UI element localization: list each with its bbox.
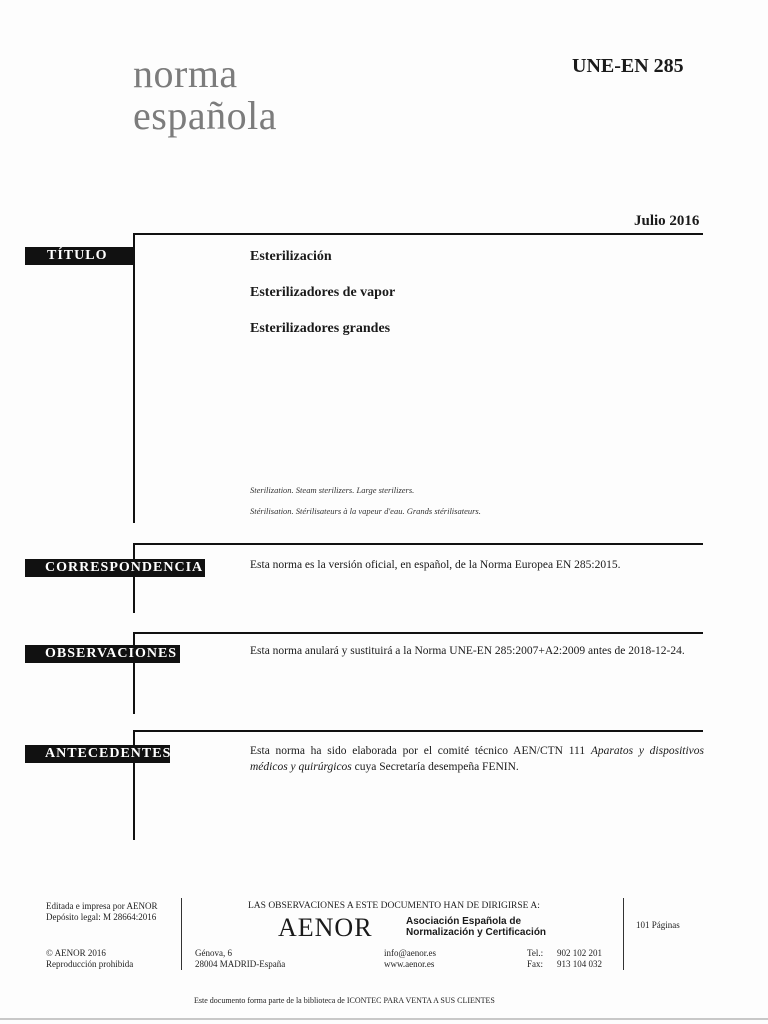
title-line-1: Esterilización (250, 249, 332, 264)
title-line-2: Esterilizadores de vapor (250, 285, 396, 300)
contact-online (384, 948, 436, 970)
title-line-3: Esterilizadores grandes (250, 321, 391, 336)
tel-number: 902 102 201 (557, 948, 602, 958)
observations-heading: LAS OBSERVACIONES A ESTE DOCUMENTO HAN DE DIRIGIRSE A: (248, 901, 540, 911)
footer-separator-right (623, 898, 624, 970)
correspondencia-text: Esta norma es la versión oficial, en español, de la Norma Europea EN 285:2015. (250, 559, 621, 571)
address-city: 28004 MADRID-España (195, 959, 286, 969)
correspondencia-top-rule (133, 543, 703, 545)
observaciones-top-rule (133, 632, 703, 634)
bottom-rule (0, 1018, 768, 1020)
publication-date: Julio 2016 (634, 213, 700, 229)
org-name-line-1: Asociación Española de (406, 916, 522, 927)
antecedentes-text-before: Esta norma ha sido elaborada por el comité técnico AEN/CTN 111 (250, 745, 591, 757)
copyright: © AENOR 2016 (46, 948, 106, 958)
footer-edition-info (46, 901, 157, 923)
aenor-logo: AENOR (278, 913, 373, 942)
titulo-vertical-rule (133, 233, 135, 523)
aenor-full-name (406, 916, 546, 938)
brand-line-1: norma (133, 51, 238, 96)
fax-label: Fax: (527, 959, 544, 969)
library-note: Este documento forma parte de la biblioteca de ICONTEC PARA VENTA A SUS CLIENTES (194, 996, 495, 1005)
footer-separator-left (181, 898, 182, 970)
brand-line-2: española (133, 93, 277, 138)
titulo-label: TÍTULO (25, 247, 134, 265)
title-translation-en: Sterilization. Steam sterilizers. Large sterilizers. (250, 485, 415, 495)
brand-title (133, 53, 277, 137)
antecedentes-text-after: cuya Secretaría desempeña FENIN. (351, 761, 519, 773)
titulo-top-rule (133, 233, 703, 235)
antecedentes-committee-name: Aparatos y dispositivos médicos y quirúrgicos (250, 745, 704, 773)
antecedentes-top-rule (133, 730, 703, 732)
antecedentes-text (250, 743, 704, 775)
standard-code: UNE-EN 285 (572, 55, 684, 77)
title-translation-fr: Stérilisation. Stérilisateurs à la vapeur d'eau. Grands stérilisateurs. (250, 506, 481, 516)
fax-number: 913 104 032 (557, 959, 602, 969)
observaciones-text: Esta norma anulará y sustituirá a la Norma UNE-EN 285:2007+A2:2009 antes de 2018-12-24. (250, 645, 685, 657)
page-count: 101 Páginas (636, 920, 680, 930)
observaciones-label: OBSERVACIONES (25, 645, 180, 663)
antecedentes-label: ANTECEDENTES (25, 745, 170, 763)
correspondencia-vertical-rule (133, 543, 135, 613)
correspondencia-label: CORRESPONDENCIA (25, 559, 205, 577)
web-link[interactable]: www.aenor.es (384, 959, 435, 969)
reproduction-notice: Reproducción prohibida (46, 959, 134, 969)
org-name-line-2: Normalización y Certificación (406, 927, 547, 938)
edited-by: Editada e impresa por AENOR (46, 901, 158, 911)
footer-copyright (46, 948, 133, 970)
address (195, 948, 285, 970)
contact-phone (527, 948, 602, 970)
email-link[interactable]: info@aenor.es (384, 948, 437, 958)
tel-label: Tel.: (527, 948, 544, 958)
address-street: Génova, 6 (195, 948, 232, 958)
legal-deposit: Depósito legal: M 28664:2016 (46, 912, 157, 922)
